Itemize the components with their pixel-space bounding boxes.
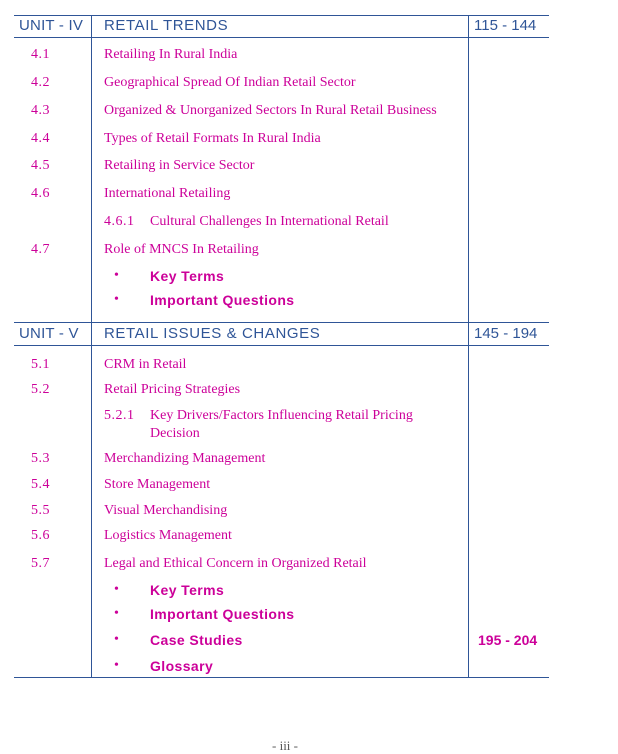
unit5-item-4-text: Store Management (104, 477, 211, 492)
unit5-item-6-text: Logistics Management (104, 528, 232, 543)
unit5-item-5-text: Visual Merchandising (104, 503, 228, 518)
unit4-bullet-1-dot: • (114, 268, 119, 283)
unit4-item-7-num: 4.7 (31, 242, 50, 257)
unit5-subitem-line2: Decision (150, 426, 200, 441)
unit4-item-6-text: International Retailing (104, 186, 231, 201)
unit5-item-3-num: 5.3 (31, 451, 50, 466)
unit5-bullet-2-dot: • (114, 606, 119, 621)
unit5-item-1-text: CRM in Retail (104, 357, 187, 372)
unit4-item-3-num: 4.3 (31, 103, 50, 118)
unit5-item-6-num: 5.6 (31, 528, 50, 543)
unit4-bullet-2-dot: • (114, 292, 119, 307)
case-studies-pages: 195 - 204 (478, 632, 538, 648)
unit4-item-1-num: 4.1 (31, 47, 50, 62)
unit4-subitem-text: Cultural Challenges In International Retail (150, 214, 389, 229)
column-divider-left (91, 15, 92, 678)
unit5-item-7-num: 5.7 (31, 556, 50, 571)
unit4-item-4-text: Types of Retail Formats In Rural India (104, 131, 321, 146)
unit4-bullet-important-questions: Important Questions (150, 292, 295, 308)
page-number-footer: - iii - (272, 738, 298, 753)
unit5-bullet-case-studies: Case Studies (150, 632, 243, 648)
unit4-pages: 115 - 144 (474, 17, 537, 34)
unit5-bullet-1-dot: • (114, 582, 119, 597)
unit4-title: RETAIL TRENDS (104, 17, 229, 34)
unit4-bullet-key-terms: Key Terms (150, 268, 225, 284)
unit5-item-1-num: 5.1 (31, 357, 50, 372)
unit4-item-4-num: 4.4 (31, 131, 50, 146)
unit4-item-3-text: Organized & Unorganized Sectors In Rural Retail Business (104, 103, 437, 118)
unit5-item-4-num: 5.4 (31, 477, 50, 492)
unit5-subitem-num: 5.2.1 (104, 408, 135, 423)
unit5-item-7-text: Legal and Ethical Concern in Organized Retail (104, 556, 367, 571)
unit4-item-1-text: Retailing In Rural India (104, 47, 238, 62)
unit5-bullet-4-dot: • (114, 658, 119, 673)
unit4-item-2-text: Geographical Spread Of Indian Retail Sector (104, 75, 356, 90)
unit4-item-5-num: 4.5 (31, 158, 50, 173)
unit5-bullet-key-terms: Key Terms (150, 582, 225, 598)
unit5-bullet-important-questions: Important Questions (150, 606, 295, 622)
unit5-label: UNIT - V (19, 325, 79, 342)
unit5-bullet-glossary: Glossary (150, 658, 214, 674)
unit4-item-7-text: Role of MNCS In Retailing (104, 242, 259, 257)
unit4-label: UNIT - IV (19, 17, 84, 34)
unit5-pages: 145 - 194 (474, 325, 538, 342)
unit4-item-5-text: Retailing in Service Sector (104, 158, 255, 173)
unit5-bullet-3-dot: • (114, 632, 119, 647)
unit5-item-5-num: 5.5 (31, 503, 50, 518)
unit5-item-2-num: 5.2 (31, 382, 50, 397)
unit5-subitem-line1: Key Drivers/Factors Influencing Retail Pricing (150, 408, 413, 423)
unit5-item-2-text: Retail Pricing Strategies (104, 382, 241, 397)
unit5-title: RETAIL ISSUES & CHANGES (104, 325, 321, 342)
unit4-item-2-num: 4.2 (31, 75, 50, 90)
unit5-item-3-text: Merchandizing Management (104, 451, 266, 466)
column-divider-right (468, 15, 469, 678)
unit4-subitem-num: 4.6.1 (104, 214, 135, 229)
unit4-item-6-num: 4.6 (31, 186, 50, 201)
